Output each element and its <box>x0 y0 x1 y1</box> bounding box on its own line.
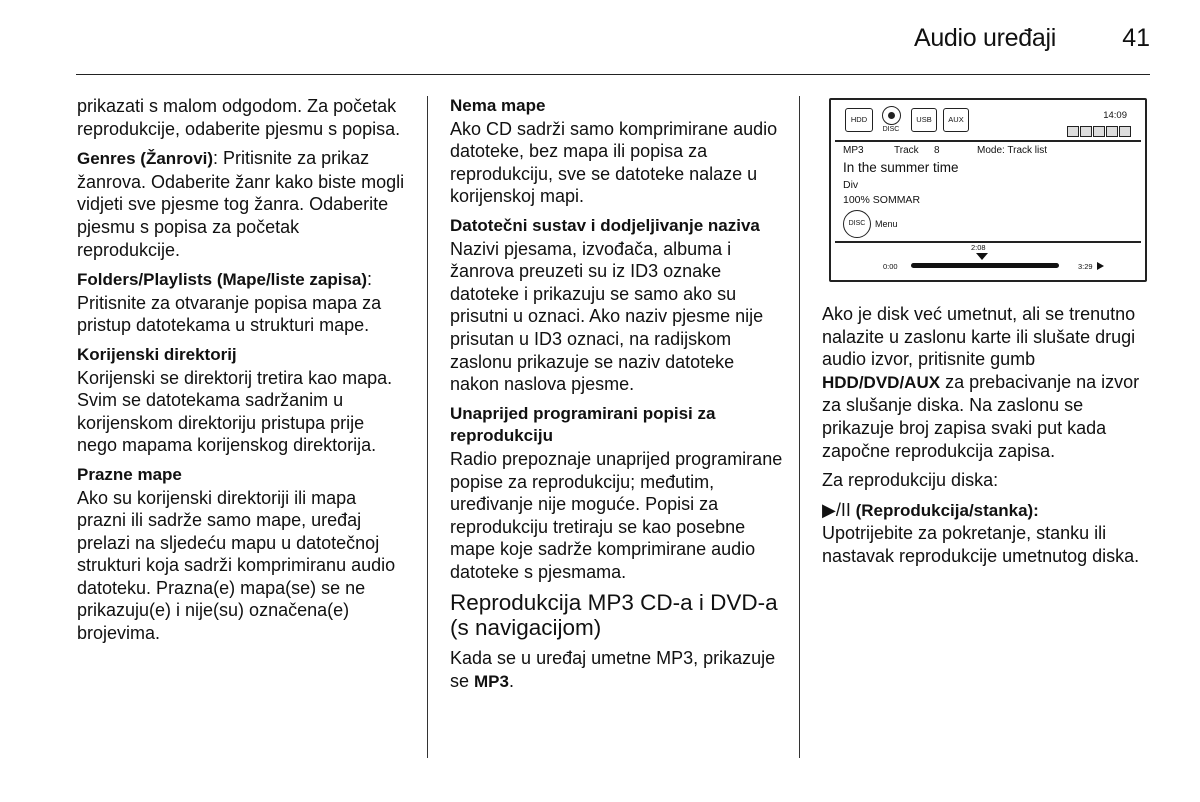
disc-source-button[interactable] <box>879 106 903 133</box>
root-dir-heading: Korijenski direktorij <box>77 344 237 364</box>
elapsed-time-marker: 2:08 <box>971 243 986 252</box>
root-dir-section <box>77 344 407 457</box>
screen-divider-top <box>835 140 1141 142</box>
mode-label: Mode: Track list <box>977 145 1048 156</box>
track-info-row <box>843 145 1048 156</box>
hdd-dvd-aux-label: HDD/DVD/AUX <box>822 372 941 392</box>
playlists-text: Radio prepoznaje unaprijed programirane popise za reprodukciju; međutim, uređivanje nije moguće. Popisi za reprodukciju tretiraju se kao posebne mape koje sadrže komprimirane audio datoteke s pjesmama. <box>450 448 783 582</box>
mp3-section-text <box>450 647 785 693</box>
play-pause-section <box>822 499 1152 568</box>
artist-name: Div <box>843 179 859 191</box>
filesystem-heading: Datotečni sustav i dodjeljivanje naziva <box>450 215 760 235</box>
genres-paragraph <box>77 147 407 261</box>
playlists-section <box>450 403 785 584</box>
time-end: 3:29 <box>1078 262 1093 271</box>
song-title: In the summer time <box>843 160 959 175</box>
folders-label: Folders/Playlists (Mape/liste zapisa) <box>77 270 368 290</box>
mp3-text-before: Kada se u uređaj umetne MP3, prikazuje se <box>450 648 776 692</box>
disc-insert-text-before: Ako je disk već umetnut, ali se trenutno nalazite u zaslonu karte ili slušate drugi audio izvor, pritisnite gumb <box>822 304 1136 370</box>
folders-paragraph <box>77 268 407 337</box>
filesystem-section <box>450 215 785 396</box>
track-number: 8 <box>934 145 940 156</box>
empty-folders-text: Ako su korijenski direktoriji ili mapa prazni ili sadrže samo mape, uređaj prelazi na sljedeću mapu u datotečnoj strukturi koja sadrži komprimiranu audio datoteku. Prazna(e) mapa(se) se ne prikazuju(e) i nije(su) označena(e) brojevima. <box>77 487 396 644</box>
header-rule <box>76 74 1150 75</box>
disc-insert-text-after: za prebacivanje na izvor za slušanje diska. Na zaslonu se prikazuje broj zapisa svaki put kada započne reprodukcija zapisa. <box>822 371 1140 461</box>
phone-icon <box>1093 126 1105 137</box>
clock: 14:09 <box>1103 110 1127 121</box>
album-name: 100% SOMMAR <box>843 194 921 206</box>
disc-source-label: DISC <box>882 126 900 133</box>
menu-label: Menu <box>875 219 898 229</box>
no-folder-text: Ako CD sadrži samo komprimirane audio datoteke, bez mapa ili popisa za reprodukciju, sve se datoteke nalaze u korijenskoj mapi. <box>450 118 778 207</box>
mp3-label: MP3 <box>474 672 509 692</box>
aux-button[interactable]: AUX <box>943 108 969 132</box>
page-number: 41 <box>1122 24 1150 52</box>
disc-menu-button[interactable]: DISC <box>843 210 871 238</box>
device-screen-illustration <box>829 98 1147 282</box>
intro-paragraph: prikazati s malom odgodom. Za početak reprodukcije, odaberite pjesmu s popisa. <box>77 96 401 139</box>
source-label: MP3 <box>843 145 864 156</box>
no-folder-heading: Nema mape <box>450 96 546 115</box>
play-pause-text: Upotrijebite za pokretanje, stanku ili nastavak reprodukcije umetnutog diska. <box>822 523 1140 566</box>
status-icons <box>1067 126 1131 137</box>
settings-icon <box>1080 126 1092 137</box>
time-start: 0:00 <box>883 262 898 271</box>
play-icon <box>1097 262 1104 270</box>
header-title: Audio uređaji <box>913 24 1056 52</box>
play-pause-label: (Reprodukcija/stanka): <box>850 500 1039 520</box>
screen-divider-bottom <box>835 241 1141 243</box>
disc-icon <box>882 106 901 125</box>
mp3-text-after: . <box>508 671 514 692</box>
play-disc-paragraph: Za reprodukciju diska: <box>822 470 999 491</box>
position-arrow-icon <box>976 253 988 260</box>
speaker-icon <box>1067 126 1079 137</box>
genres-text: : Pritisnite za prikaz žanrova. Odaberite žanr kako biste mogli vidjeti sve pjesme tog žanra. Odaberite pjesmu s popisa za početak reprodukcije. <box>77 148 405 260</box>
playlists-heading: Unaprijed programirani popisi za reprodukciju <box>450 403 716 446</box>
hdd-button[interactable]: HDD <box>845 108 873 132</box>
disc-insert-paragraph <box>822 303 1152 462</box>
column-divider-2 <box>799 96 800 758</box>
column-2 <box>450 95 785 701</box>
track-label: Track <box>894 145 919 156</box>
root-dir-text: Korijenski se direktorij tretira kao mapa. Svim se datotekama sadržanim u korijenskom direktoriju pristupa prije nego mapama korijenskog direktorija. <box>77 367 393 456</box>
genres-label: Genres (Žanrovi) <box>77 149 214 169</box>
play-pause-symbol: ▶/II <box>822 499 851 520</box>
empty-folders-section <box>77 464 407 645</box>
empty-folders-heading: Prazne mape <box>77 464 182 484</box>
mp3-section-heading: Reprodukcija MP3 CD-a i DVD-a (s navigacijom) <box>450 590 778 641</box>
no-folder-section <box>450 95 785 208</box>
folders-text: : Pritisnite za otvaranje popisa mapa za pristup datotekama u strukturi mape. <box>77 269 382 336</box>
column-divider-1 <box>427 96 428 758</box>
progress-bar[interactable] <box>911 263 1059 268</box>
signal-icon <box>1106 126 1118 137</box>
navigation-icon <box>1119 126 1131 137</box>
usb-button[interactable]: USB <box>911 108 937 132</box>
column-3 <box>822 303 1152 575</box>
column-1 <box>77 95 407 652</box>
filesystem-text: Nazivi pjesama, izvođača, albuma i žanrova preuzeti su iz ID3 oznake datoteke i prikazuju se samo ako su prisutni u oznaci. Ako naziv pjesme nije prisutan u ID3 oznaci, na radijskom zaslonu prikazuje se naziv datoteke nakon naslova pjesme. <box>450 238 764 395</box>
